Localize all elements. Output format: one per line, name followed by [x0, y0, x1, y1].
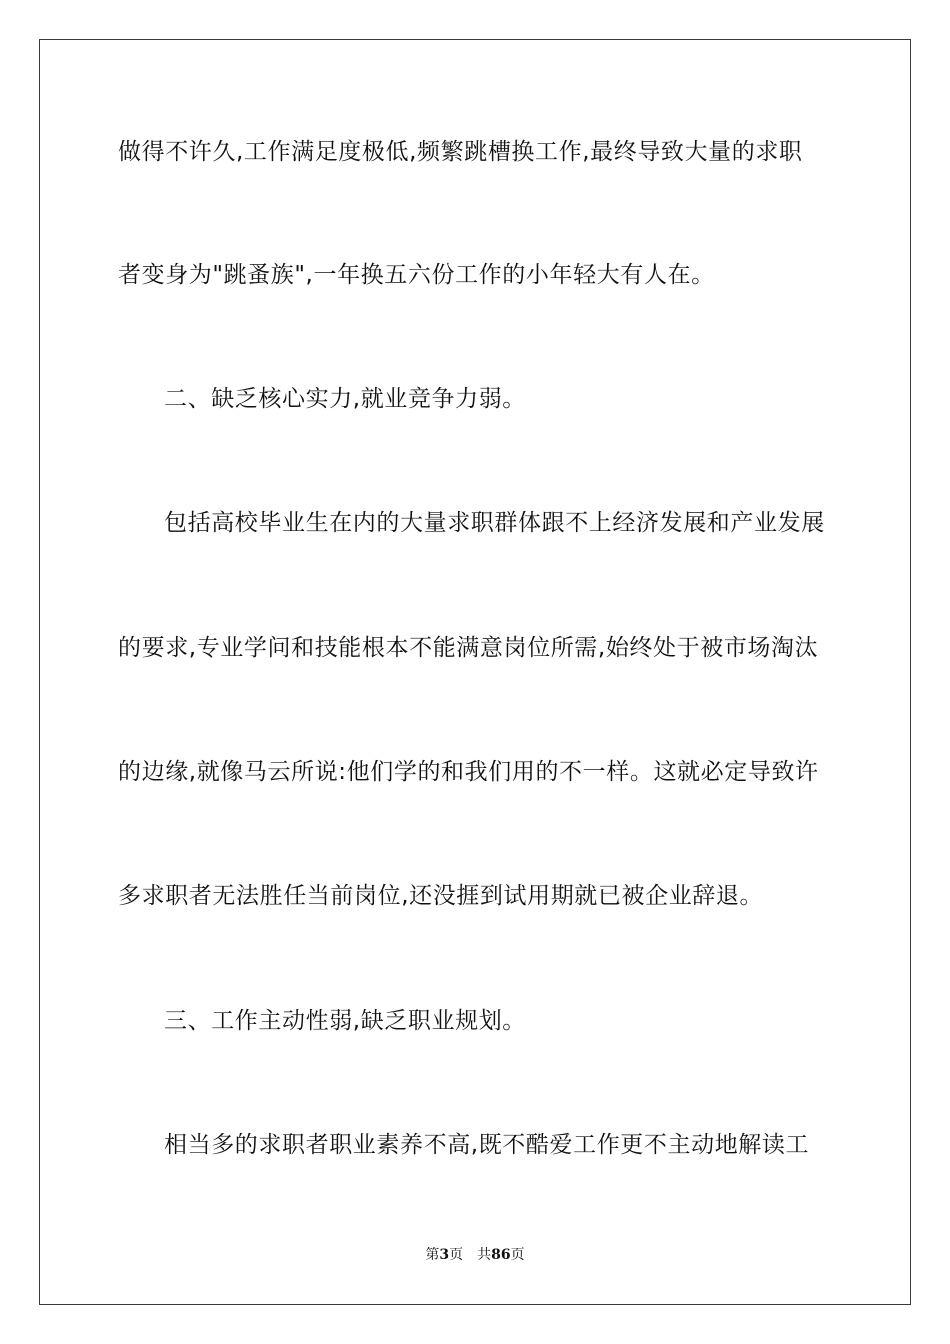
text-line-5: 的要求,专业学问和技能根本不能满意岗位所需,始终处于被市场淘汰 — [118, 635, 819, 661]
total-prefix: 共 — [477, 1247, 492, 1263]
paragraph-start: 包括高校毕业生在内的大量求职群体跟不上经济发展和产业发展 — [164, 510, 825, 536]
text-line-6: 的边缘,就像马云所说:他们学的和我们用的不一样。这就必定导致许 — [118, 759, 819, 785]
text-line-1: 做得不许久,工作满足度极低,频繁跳槽换工作,最终导致大量的求职 — [118, 139, 803, 165]
total-indicator — [477, 1247, 524, 1263]
page-prefix: 第 — [425, 1247, 440, 1263]
page-number: 3 — [439, 1247, 450, 1263]
text-line-2: 者变身为"跳蚤族",一年换五六份工作的小年轻大有人在。 — [118, 262, 715, 288]
page-suffix: 页 — [449, 1247, 464, 1263]
total-suffix: 页 — [510, 1247, 525, 1263]
total-pages: 86 — [491, 1247, 511, 1263]
page-footer — [0, 1246, 950, 1264]
paragraph-start-2: 相当多的求职者职业素养不高,既不酷爱工作更不主动地解读工 — [164, 1132, 810, 1158]
section-heading-2: 二、缺乏核心实力,就业竞争力弱。 — [164, 386, 526, 412]
text-line-7: 多求职者无法胜任当前岗位,还没捱到试用期就已被企业辞退。 — [118, 883, 764, 909]
page-border — [39, 39, 911, 1305]
page-indicator — [425, 1247, 463, 1263]
section-heading-3: 三、工作主动性弱,缺乏职业规划。 — [164, 1008, 526, 1034]
